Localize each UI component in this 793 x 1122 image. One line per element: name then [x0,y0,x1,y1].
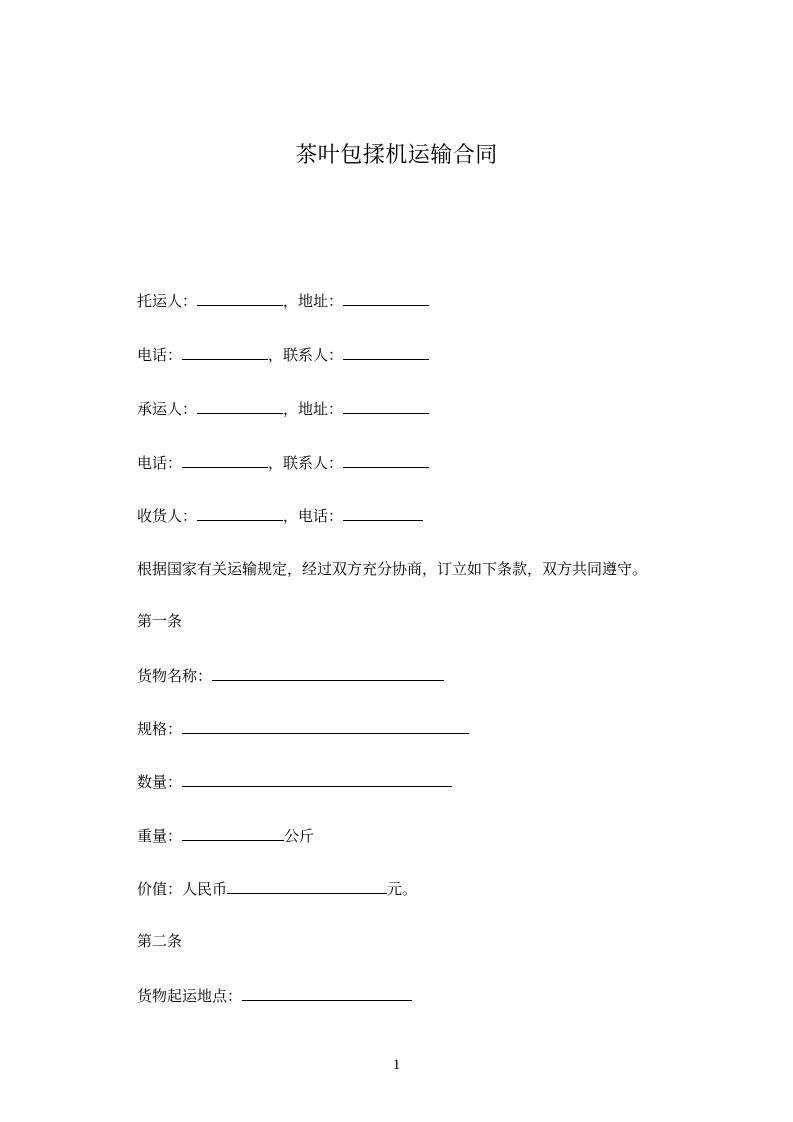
shipper-address-label: 地址： [298,292,344,310]
shipper-phone-blank[interactable] [182,344,268,360]
spec-blank[interactable] [182,718,469,734]
separator: ， [268,454,284,472]
quantity-blank[interactable] [182,771,452,787]
goods-name-blank[interactable] [212,665,444,681]
shipper-contact-line [137,344,429,365]
page-title: 茶叶包揉机运输合同 [295,143,498,168]
carrier-contact-blank[interactable] [343,452,429,468]
quantity-line [137,771,452,792]
weight-line [137,825,314,846]
contact-label: 联系人： [283,346,344,364]
origin-label: 货物起运地点： [137,987,243,1005]
origin-line [137,985,412,1006]
carrier-address-label: 地址： [298,400,344,418]
consignee-phone-label: 电话： [298,507,344,525]
weight-unit: 公斤 [284,827,315,845]
weight-label: 重量： [137,827,183,845]
phone-label: 电话： [137,454,183,472]
shipper-name-blank[interactable] [197,290,283,306]
shipper-contact-blank[interactable] [343,344,429,360]
spec-label: 规格： [137,720,183,738]
consignee-label: 收货人： [137,507,198,525]
spec-line [137,718,469,739]
carrier-address-blank[interactable] [343,398,429,414]
carrier-contact-line [137,452,429,473]
article1-heading: 第一条 [137,612,183,630]
page-number: 1 [392,1057,401,1073]
consignee-name-blank[interactable] [197,505,283,521]
value-blank[interactable] [227,878,387,894]
carrier-label: 承运人： [137,400,198,418]
goods-name-label: 货物名称： [137,667,213,685]
consignee-phone-blank[interactable] [343,505,423,521]
origin-blank[interactable] [242,985,412,1001]
value-line [137,878,417,899]
weight-blank[interactable] [182,825,284,841]
separator: ， [283,507,299,525]
value-label: 价值：人民币 [137,880,228,898]
shipper-label: 托运人： [137,292,198,310]
carrier-name-blank[interactable] [197,398,283,414]
separator: ， [268,346,284,364]
value-unit: 元。 [387,880,418,898]
quantity-label: 数量： [137,773,183,791]
carrier-line [137,398,429,419]
shipper-address-blank[interactable] [343,290,429,306]
article2-heading: 第二条 [137,932,183,950]
shipper-line [137,290,429,311]
contact-label: 联系人： [283,454,344,472]
consignee-line [137,505,423,526]
goods-name-line [137,665,444,686]
separator: ， [283,292,299,310]
preamble: 根据国家有关运输规定，经过双方充分协商，订立如下条款，双方共同遵守。 [137,560,648,578]
phone-label: 电话： [137,346,183,364]
separator: ， [283,400,299,418]
carrier-phone-blank[interactable] [182,452,268,468]
